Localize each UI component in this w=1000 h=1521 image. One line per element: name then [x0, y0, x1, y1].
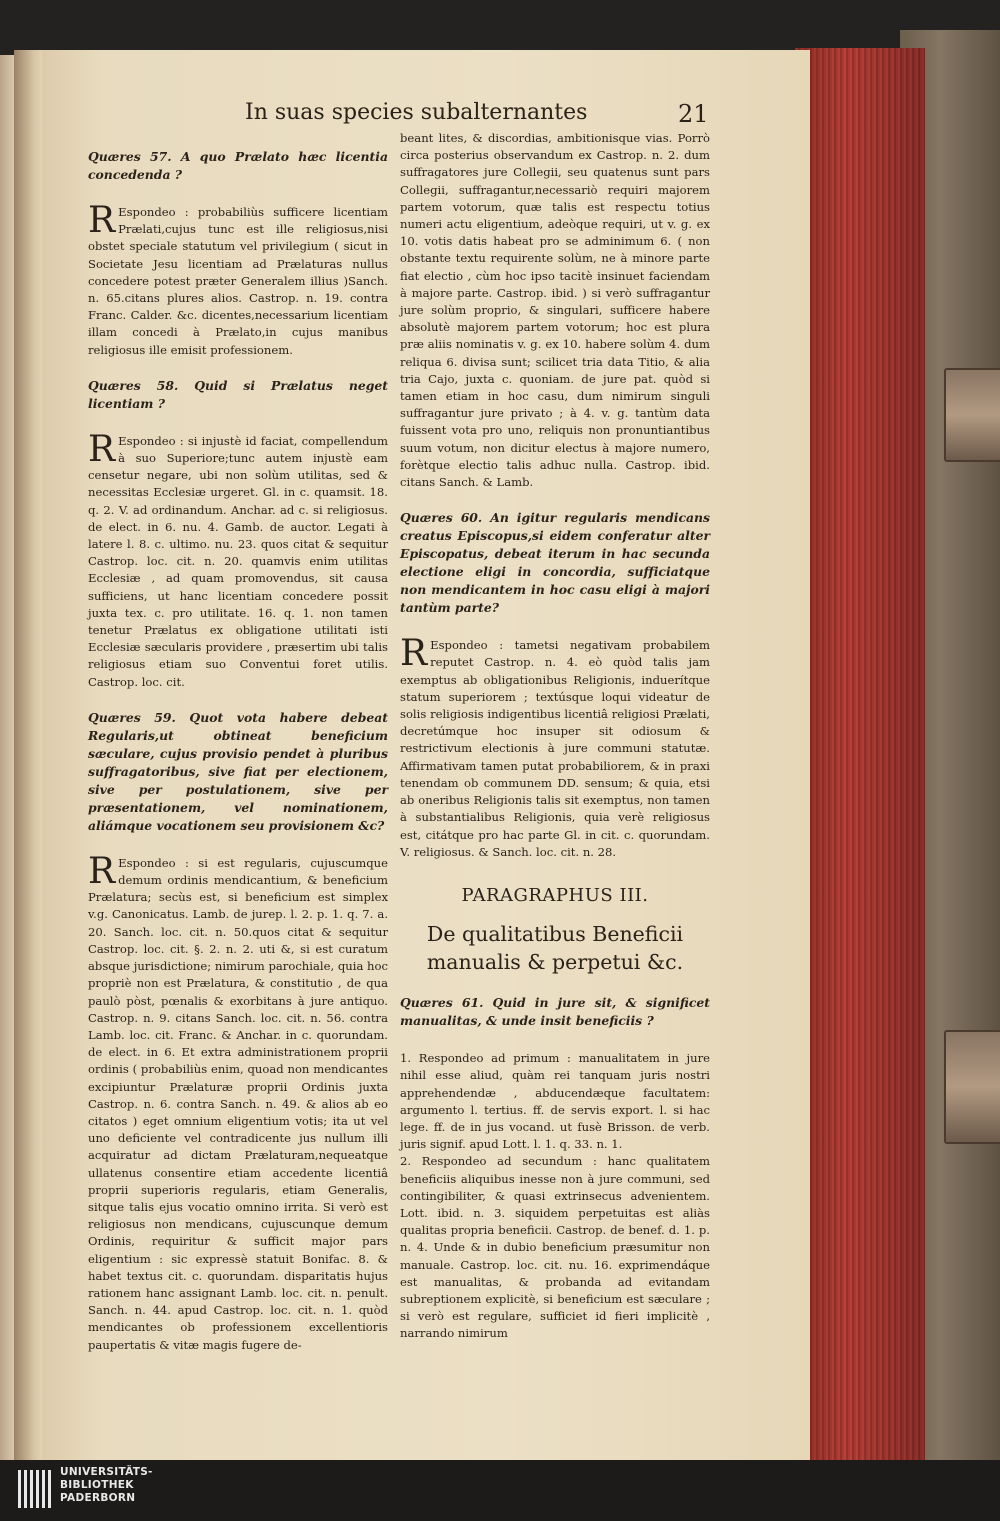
running-title: In suas species subalternantes — [245, 100, 588, 125]
drop-cap: R — [88, 428, 116, 470]
right-text-column — [400, 130, 710, 1343]
section-heading: PARAGRAPHUS III. — [461, 884, 649, 906]
body-paragraph — [400, 1153, 710, 1342]
question-heading: Quæres 61. Quid in jure sit, & significet manualitas, & unde insit beneficiis ? — [400, 995, 710, 1029]
page-number: 21 — [678, 100, 709, 128]
paragraph-text: 1. Respondeo ad primum : manualitatem in jure nihil esse aliud, quàm rei tanquam juris nostri apprehendendæ , abducendæque facultatem: argumento l. tertius. ff. de servis export. l. si hac lege. ff. de in jus vocand. ut fusè Brisson. de verb. juris signif. apud Lott. l. 1. q. 33. n. 1. — [400, 1051, 710, 1152]
body-paragraph — [88, 428, 388, 691]
drop-cap: R — [88, 850, 116, 892]
paragraph-text: 2. Respondeo ad secundum : hanc qualitatem beneficiis aliquibus inesse non à jure communi, sed contingibiliter, & quasi extrinsecus advenientem. Lott. ibid. n. 3. siquidem perpetuitas est aliàs qualitas propria beneficii. Castrop. de benef. d. 1. p. n. 4. Unde & in dubio beneficium præsumitur non manuale. Castrop. loc. cit. nu. 16. exprimendáque est manualitas, & probanda ad evitandam subreptionem explicitè, si beneficium est sæculare ; si verò est regulare, sufficiet id fieri implicitè , narrando nimirum — [400, 1154, 710, 1341]
drop-cap: R — [88, 200, 116, 241]
body-paragraph — [400, 130, 710, 491]
left-page-edge — [0, 55, 14, 1460]
book-clasp — [944, 368, 1000, 462]
library-footer — [0, 1460, 1000, 1521]
question-heading: Quæres 57. A quo Prælato hæc licentia concedenda ? — [88, 149, 388, 182]
body-paragraph — [400, 1050, 710, 1153]
question-heading: Quæres 60. An igitur regularis mendicans creatus Episcopus,si eidem conferatur alter Episcopatus, debeat iterum in hac secunda electione eligi in concordia, sufficiatque non mendicantem in hoc casu eligi à majori tantùm parte? — [400, 510, 710, 616]
body-paragraph — [88, 200, 388, 359]
drop-cap: R — [400, 633, 428, 675]
left-text-column — [88, 130, 388, 1354]
paragraph-text: beant lites, & discordias, ambitionisque vias. Porrò circa posterius observandum ex Castrop. n. 2. dum suffragatores jure Collegii, seu quatenus sunt pars Collegii, suffragantur,necessariò requiri majorem partem votorum, quæ talis est respectu totius numeri actu eligentium, adeòque requiri, ut v. g. ex 10. votis datis habeat pro se adminimum 6. ( non obstante textu requirente solùm, ne à minore parte fiat electio , cùm hoc ipso tacitè insinuet faciendam à majore parte. Castrop. ibid. ) si verò suffragantur jure solùm proprio, & singulari, sufficere habere absolutè majorem partem votorum; hoc est plura præ aliis nominatis v. g. ex 10. habere solùm 4. dum reliqua 6. divisa sunt; scilicet tria data Titio, & alia tria Cajo, juxta c. quoniam. de jure pat. quòd si tamen etiam in hoc casu, dum nimirum singuli suffragantur jure privato ; à 4. v. g. tantùm data fuissent vota pro uno, reliquis non pronuntiantibus suum votum, non dicitur electus à majore numero, forètque electio talis adhuc nulla. Castrop. ibid. citans Sanch. & Lamb. — [400, 131, 710, 490]
page-header — [0, 100, 1000, 130]
body-paragraph — [400, 633, 710, 861]
section-subheading: De qualitatibus Beneficii manualis & perpetui &c. — [426, 922, 684, 975]
paragraph-text: Espondeo : probabiliùs sufficere licentiam Prælati,cujus tunc est ille religiosus,nisi obstet speciale statutum vel privilegium ( sicut in Societate Jesu licentiam ad Prælaturas nullus concedere potest præter Generalem illius )Sanch. n. 65.citans plures alios. Castrop. n. 19. contra Franc. Calder. &c. dicentes,necessarium licentiam illam concedi à Prælato,in cujus manibus religiosus ille emisit professionem. — [88, 205, 388, 357]
page-gutter — [14, 50, 42, 1460]
paragraph-text: Espondeo : tametsi negativam probabilem reputet Castrop. n. 4. eò quòd talis jam exemptus ab obligationibus Religionis, induerítque statum superiorem ; textúsque loqui videatur de solis religiosis indigentibus licentiâ religiosi Prælati, decretúmque hoc insuper sit odiosum & restrictivum electionis à jure communi statutæ. Affirmativam tamen putat probabiliorem, & in praxi tenendam ob communem DD. sensum; & quia, etsi ab oneribus Religionis talis sit exemptus, non tamen à substantialibus Religionis, quia verè religiosus est, citátque pro hac parte Gl. in cit. c. quorundam. V. religiosus. & Sanch. loc. cit. n. 28. — [400, 638, 710, 859]
question-heading: Quæres 58. Quid si Prælatus neget licentiam ? — [88, 377, 388, 411]
paragraph-text: Espondeo : si est regularis, cujuscumque demum ordinis mendicantium, & beneficium Prælatura; secùs est, si beneficium est simplex v.g. Canonicatus. Lamb. de jurep. l. 2. p. 1. q. 7. a. 20. Sanch. loc. cit. n. 50.quos citat & sequitur Castrop. loc. cit. §. 2. n. 2. uti &, si est curatum absque jurisdictione; nimirum parochiale, quia hoc propriè non est Prælatura, & constitutio , de qua paulò pòst, pœnalis & exorbitans à jure antiquo. Castrop. n. 9. citans Sanch. loc. cit. n. 56. contra Lamb. loc. cit. Franc. & Anchar. in c. quorundam. de elect. in 6. Et extra administrationem proprii ordinis ( probabiliùs enim, quoad non mendicantes excipiuntur Prælaturæ proprii Ordinis juxta Castrop. n. 6. contra Sanch. n. 49. & alios ab eo citatos ) eget omnium eligentium votis; ita ut vel uno deficiente vel contradicente jus nullum illi acquiratur ad dictam Prælaturam,nequeatque ullatenus consentire etiam accedente licentiâ proprii superioris regularis, etiam Generalis, sitque talis ejus vocatio omnino irrita. Si verò est religiosus non mendicans, cujuscunque demum Ordinis, requiritur & sufficit major pars eligentium : sic expressè statuit Bonifac. 8. & habet textus cit. c. quorundam. disparitatis hujus rationem hanc assignant Lamb. loc. cit. n. penult. Sanch. n. 44. apud Castrop. loc. cit. n. 1. quòd mendicantes ob professionem excellentioris paupertatis & vitæ magis fugere de- — [88, 855, 388, 1352]
paragraph-text: Espondeo : si injustè id faciat, compellendum à suo Superiore;tunc autem injustè eam censetur negare, ubi non solùm utilitas, sed & necessitas Ecclesiæ urgeret. Gl. in c. quamsit. 18. q. 2. V. ad ordinandum. Anchar. ad c. si religiosus. de elect. in 6. nu. 4. Gamb. de auctor. Legati à latere l. 8. c. ultimo. nu. 23. quos citat & sequitur Castrop. loc. cit. n. 20. quamvis enim utilitas Ecclesiæ , ad quam promovendus, sit causa sufficiens, ut hanc licentiam concedere possit juxta tex. c. pro utilitate. 16. q. 1. non tamen tenetur Prælatus ex obligatione utilitati isti Ecclesiæ sæcularis providere , præsertim ubi talis religiosus etiam suo Conventui foret utilis. Castrop. loc. cit. — [88, 433, 388, 689]
institution-line: BIBLIOTHEK — [60, 1479, 134, 1491]
body-paragraph — [88, 850, 388, 1354]
library-logo-icon — [18, 1470, 54, 1508]
institution-line: UNIVERSITÄTS- — [60, 1466, 153, 1478]
book-clasp — [944, 1030, 1000, 1144]
institution-line: PADERBORN — [60, 1492, 136, 1504]
question-heading: Quæres 59. Quot vota habere debeat Regularis,ut obtineat beneficium sæculare, cujus provisio pendet à pluribus suffragatoribus, sive fiat per electionem, sive per postulationem, sive per præsentationem, vel nominationem, aliámque vocationem seu provisionem &c? — [88, 709, 388, 833]
